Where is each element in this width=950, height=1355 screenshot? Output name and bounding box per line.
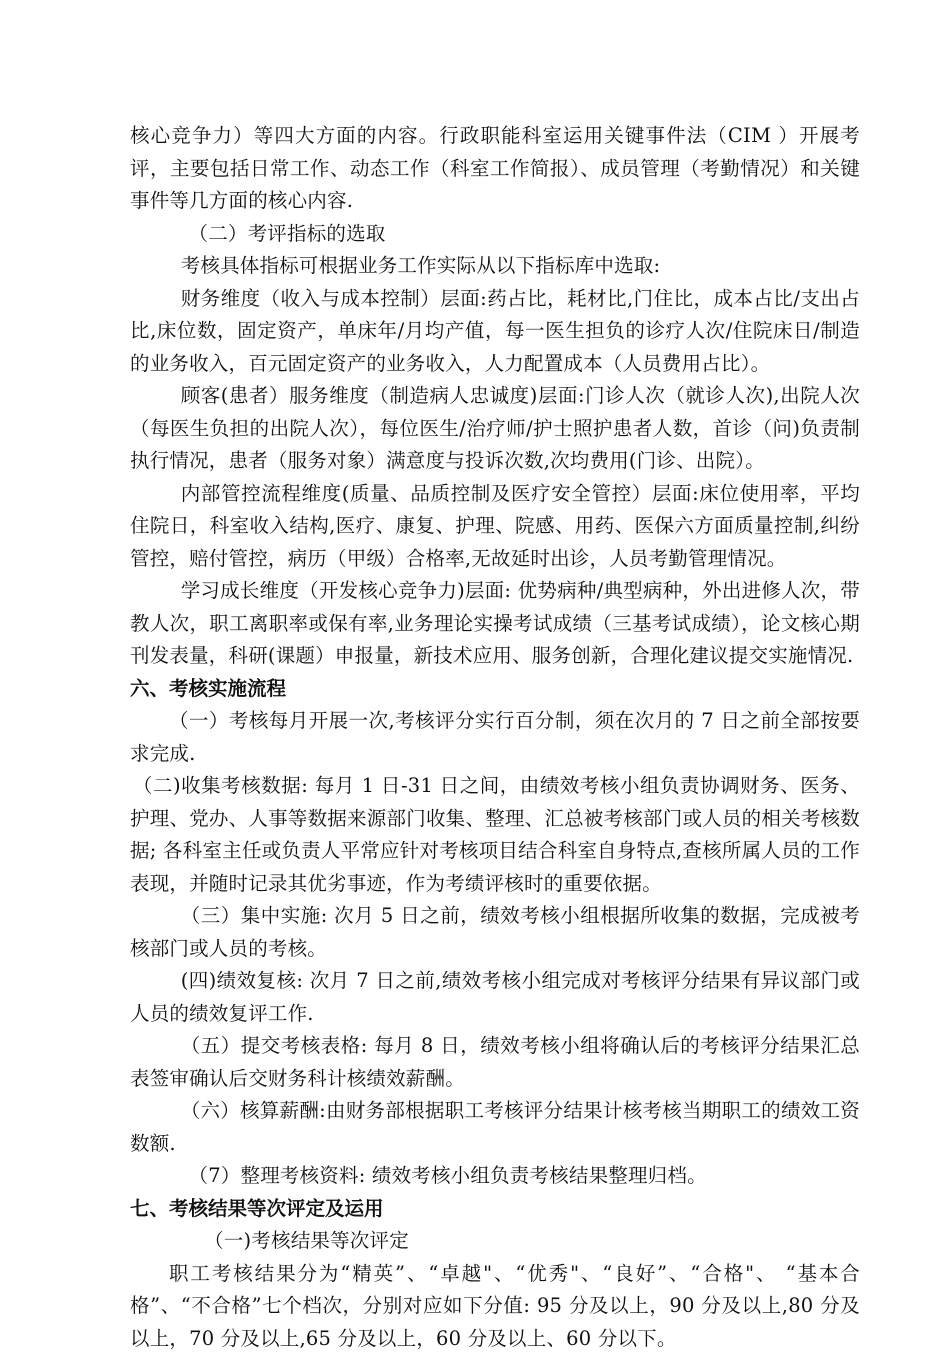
step-performance-review: (四)绩效复核: 次月 7 日之前,绩效考核小组完成对考核评分结果有异议部门或人员的绩效复评工作.	[130, 965, 860, 1030]
step-calculate-salary: （六）核算薪酬:由财务部根据职工考核评分结果计核考核当期职工的绩效工资数额.	[130, 1095, 860, 1160]
section-heading-result-grading: 七、考核结果等次评定及运用	[130, 1193, 860, 1226]
subheading-indicator-selection: （二）考评指标的选取	[130, 218, 860, 251]
step-centralized-implementation: （三）集中实施: 次月 5 日之前，绩效考核小组根据所收集的数据，完成被考核部门或人员的考核。	[130, 900, 860, 965]
subheading-result-grading: （一)考核结果等次评定	[130, 1225, 860, 1258]
paragraph-grade-levels: 职工考核结果分为“精英”、“卓越"、“优秀"、“良好”、“合格"、 “基本合格”、“不合格”七个档次，分别对应如下分值: 95 分及以上，90 分及以上,80 分及以上，70 分及以上,65 分及以上，60 分及以上、60 分以下。	[130, 1258, 860, 1355]
paragraph-customer-dimension: 顾客(患者）服务维度（制造病人忠诚度)层面:门诊人次（就诊人次),出院人次（每医生负担的出院人次），每位医生/治疗师/护士照护患者人数，首诊（问)负责制执行情况，患者（服务对象）满意度与投诉次数,次均费用(门诊、出院）。	[130, 380, 860, 478]
step-monthly-assessment: （一）考核每月开展一次,考核评分实行百分制，须在次月的 7 日之前全部按要求完成.	[130, 705, 860, 770]
step-collect-data: （二)收集考核数据: 每月 1 日-31 日之间，由绩效考核小组负责协调财务、医务、护理、党办、人事等数据来源部门收集、整理、汇总被考核部门或人员的相关考核数据; 各科室主任或负责人平常应针对考核项目结合科室自身特点,查核所属人员的工作表现，并随时记录其优劣事迹，作为考绩评核时的重要依据。	[130, 770, 860, 900]
paragraph-indicator-library: 考核具体指标可根据业务工作实际从以下指标库中选取:	[130, 250, 860, 283]
paragraph-financial-dimension: 财务维度（收入与成本控制）层面:药占比，耗材比,门住比，成本占比/支出占比,床位数，固定资产，单床年/月均产值，每一医生担负的诊疗人次/住院床日/制造的业务收入，百元固定资产的业务收入，人力配置成本（人员费用占比）。	[130, 283, 860, 381]
paragraph-learning-growth-dimension: 学习成长维度（开发核心竞争力)层面: 优势病种/典型病种，外出进修人次，带教人次，职工离职率或保有率,业务理论实操考试成绩（三基考试成绩），论文核心期刊发表量，科研(课题）申报量，新技术应用、服务创新，合理化建议提交实施情况.	[130, 575, 860, 673]
step-organize-materials: （7）整理考核资料: 绩效考核小组负责考核结果整理归档。	[130, 1160, 860, 1193]
step-submit-forms: （五）提交考核表格: 每月 8 日，绩效考核小组将确认后的考核评分结果汇总表签审确认后交财务科计核绩效薪酬。	[130, 1030, 860, 1095]
paragraph-internal-process-dimension: 内部管控流程维度(质量、品质控制及医疗安全管控）层面:床位使用率，平均住院日，科室收入结构,医疗、康复、护理、院感、用药、医保六方面质量控制,纠纷管控，赔付管控，病历（甲级）合格率,无故延时出诊，人员考勤管理情况。	[130, 478, 860, 576]
paragraph-assessment-content: 核心竞争力）等四大方面的内容。行政职能科室运用关键事件法（CIM ）开展考评，主要包括日常工作、动态工作（科室工作简报）、成员管理（考勤情况）和关键事件等几方面的核心内容.	[130, 120, 860, 218]
document-page	[130, 120, 860, 1355]
section-heading-implementation-process: 六、考核实施流程	[130, 673, 860, 706]
